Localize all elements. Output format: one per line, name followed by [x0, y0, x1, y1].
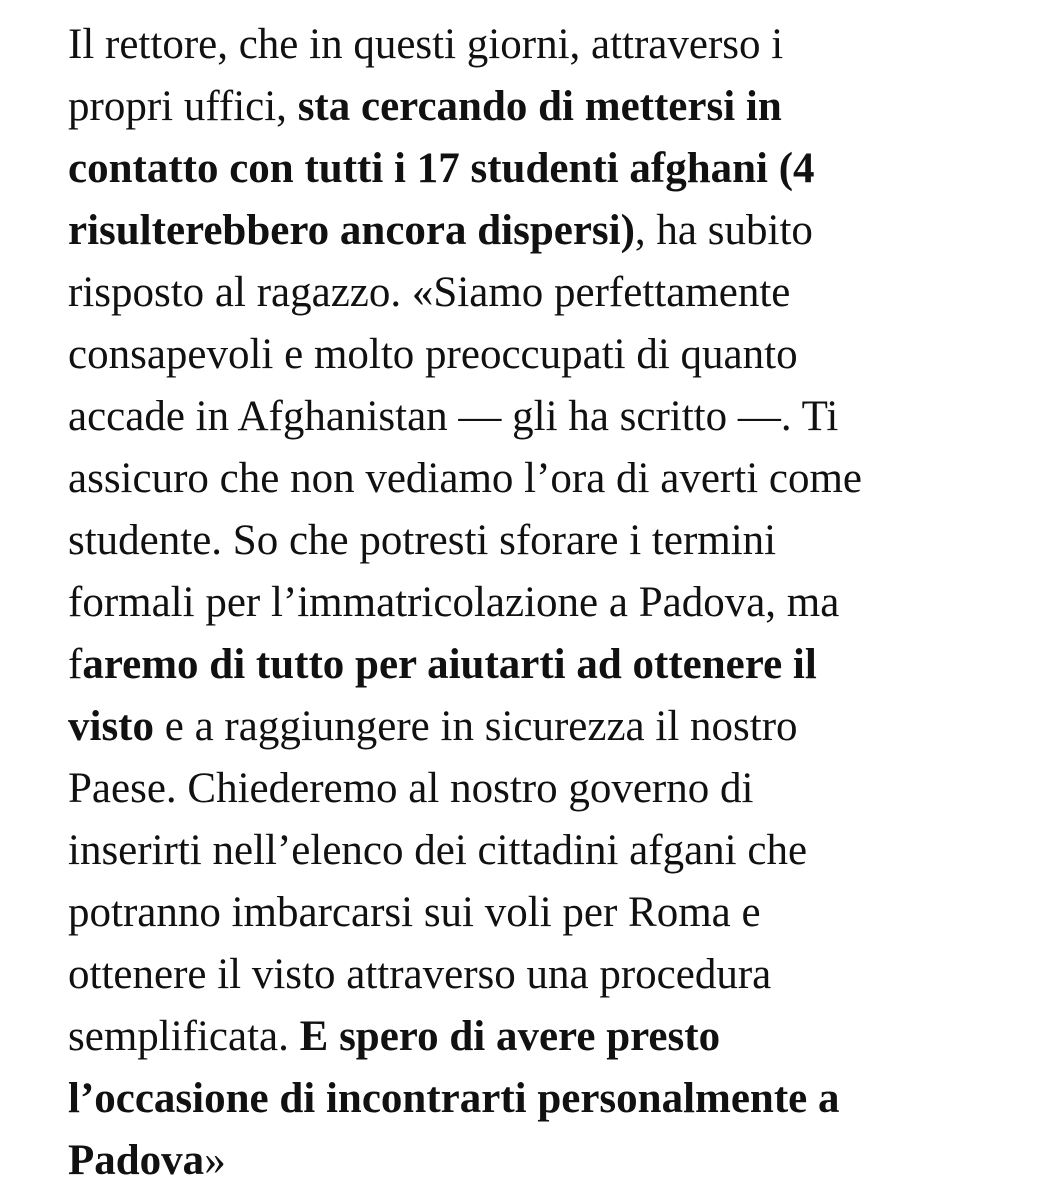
text-line — [68, 262, 862, 324]
text-segment: assicuro che non vediamo l’ora di averti come — [68, 455, 863, 502]
text-line — [68, 1130, 862, 1192]
text-segment: , ha subito — [634, 207, 813, 254]
text-segment: » — [204, 1137, 226, 1184]
text-line — [68, 634, 862, 696]
bold-text-segment: E spero di avere presto — [299, 1013, 721, 1060]
text-line — [68, 510, 862, 572]
text-line — [68, 820, 862, 882]
text-line — [68, 448, 862, 510]
text-segment: accade in Afghanistan — gli ha scritto —. Ti — [68, 393, 839, 440]
bold-text-segment: l’occasione di incontrarti personalmente a — [68, 1075, 840, 1122]
text-line — [68, 76, 862, 138]
text-segment: Paese. Chiederemo al nostro governo di — [68, 765, 754, 812]
text-segment: formali per l’immatricolazione a Padova, ma — [68, 579, 840, 626]
text-segment: ottenere il visto attraverso una procedura — [68, 951, 772, 998]
text-segment: semplificata. — [68, 1013, 300, 1060]
article-text — [68, 14, 862, 1192]
text-line — [68, 324, 862, 386]
text-line — [68, 386, 862, 448]
text-segment: e a raggiungere in sicurezza il nostro — [154, 703, 798, 750]
text-segment: inserirti nell’elenco dei cittadini afgani che — [68, 827, 808, 874]
text-segment: potranno imbarcarsi sui voli per Roma e — [68, 889, 761, 936]
text-line — [68, 1006, 862, 1068]
text-segment: consapevoli e molto preoccupati di quanto — [68, 331, 798, 378]
text-line — [68, 944, 862, 1006]
text-line — [68, 572, 862, 634]
text-line — [68, 1068, 862, 1130]
text-segment: risposto al ragazzo. «Siamo perfettamente — [68, 269, 791, 316]
text-segment: studente. So che potresti sforare i termini — [68, 517, 777, 564]
text-line — [68, 200, 862, 262]
bold-text-segment: visto — [68, 703, 154, 750]
text-segment: Il rettore, che in questi giorni, attraverso i — [68, 21, 784, 68]
bold-text-segment: risulterebbero ancora dispersi) — [68, 207, 635, 254]
bold-text-segment: sta cercando di mettersi in — [297, 83, 782, 130]
text-segment: f — [68, 641, 83, 688]
text-line — [68, 14, 862, 76]
bold-text-segment: Padova — [68, 1137, 205, 1184]
text-line — [68, 138, 862, 200]
bold-text-segment: contatto con tutti i 17 studenti afghani (4 — [68, 145, 815, 192]
bold-text-segment: aremo di tutto per aiutarti ad ottenere il — [82, 641, 817, 688]
text-line — [68, 882, 862, 944]
text-segment: propri uffici, — [68, 83, 298, 130]
text-line — [68, 696, 862, 758]
text-line — [68, 758, 862, 820]
